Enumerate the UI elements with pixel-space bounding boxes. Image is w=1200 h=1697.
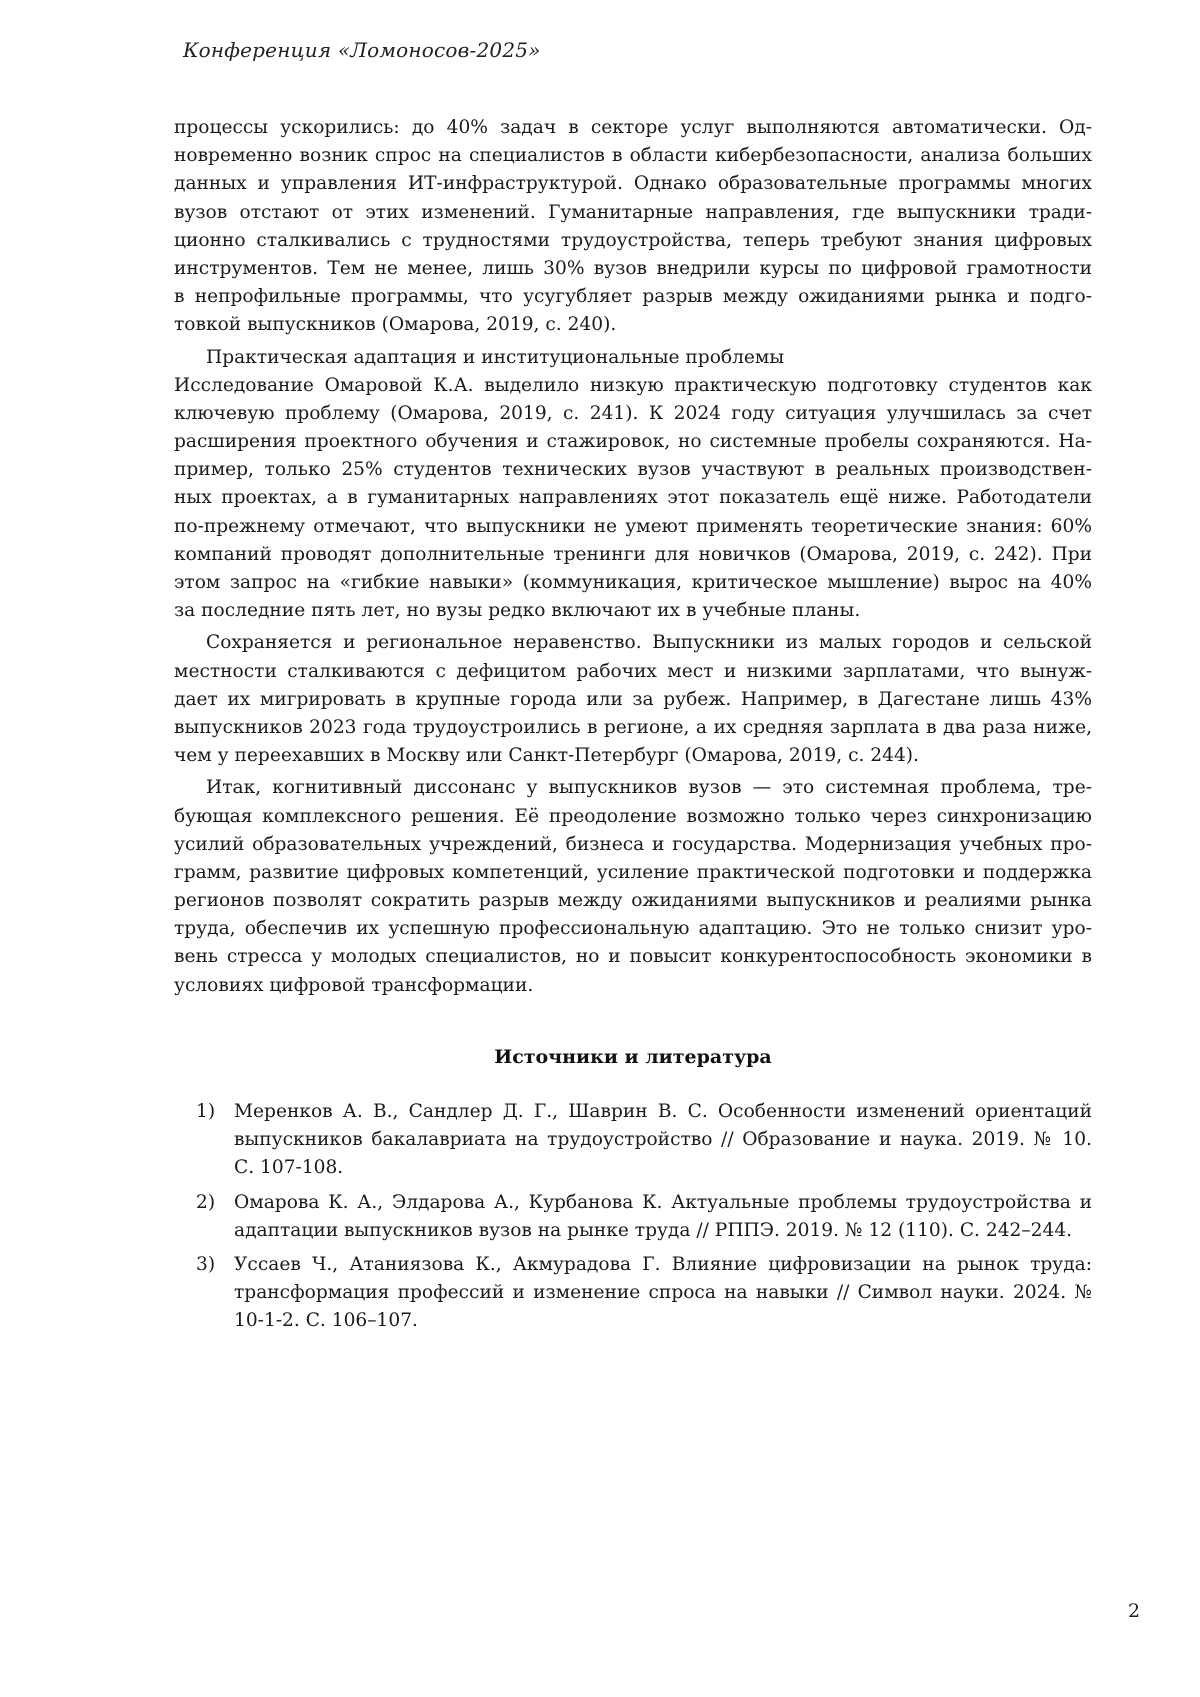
text-line: по-прежнему отмечают, что выпускники не умеют применять теоретические знания: 60% (174, 515, 1092, 537)
section-subheading (174, 344, 1092, 372)
reference-text (234, 1098, 1092, 1183)
text-line: расширения проектного обучения и стажировок, но системные пробелы сохраняются. На- (174, 431, 1092, 453)
text-line: ключевую проблему (Омарова, 2019, с. 241). К 2024 году ситуация улучшилась за счет (174, 402, 1092, 424)
text-line: трансформация профессий и изменение спроса на навыки // Символ науки. 2024. № (234, 1282, 1092, 1304)
text-line: Итак, когнитивный диссонанс у выпускников вузов — это системная проблема, тре- (206, 777, 1092, 799)
text-line: чем у переехавших в Москву или Санкт-Петербург (Омарова, 2019, с. 244). (174, 745, 919, 767)
text-line: труда, обеспечив их успешную профессиональную адаптацию. Это не только снизит уро- (174, 918, 1092, 940)
paragraph (174, 372, 1092, 626)
text-line: в непрофильные программы, что усугубляет разрыв между ожиданиями рынка и подго- (174, 286, 1092, 308)
references-heading: Источники и литература (494, 1046, 772, 1068)
paragraph (174, 629, 1092, 770)
text-line: ционно сталкивались с трудностями трудоустройства, теперь требуют знания цифровых (174, 229, 1092, 251)
text-line: дает их мигрировать в крупные города или за рубеж. Например, в Дагестане лишь 43% (174, 688, 1092, 710)
references-list (174, 1098, 1092, 1342)
page-number: 2 (1128, 1600, 1141, 1622)
text-line: данных и управления ИТ-инфраструктурой. Однако образовательные программы многих (174, 173, 1092, 195)
text-line: инструментов. Тем не менее, лишь 30% вузов внедрили курсы по цифровой грамотности (174, 257, 1092, 279)
text-line: грамм, развитие цифровых компетенций, усиление практической подготовки и поддержка (174, 861, 1092, 883)
reference-text (234, 1251, 1092, 1336)
text-line: 10-1-2. С. 106–107. (234, 1310, 418, 1332)
text-line: ных проектах, а в гуманитарных направлениях этот показатель ещё ниже. Работодатели (174, 487, 1092, 509)
text-line: за последние пять лет, но вузы редко включают их в учебные планы. (174, 600, 861, 622)
reference-number: 1) (196, 1101, 216, 1122)
text-line: С. 107-108. (234, 1157, 344, 1179)
reference-number: 3) (196, 1253, 216, 1275)
text-line: Уссаев Ч., Атаниязова К., Акмурадова Г. Влияние цифровизации на рынок труда: (234, 1253, 1092, 1275)
text-line: вузов отстают от этих изменений. Гуманитарные направления, где выпускники тради- (174, 201, 1092, 223)
text-line: вень стресса у молодых специалистов, но и повысит конкурентоспособность экономики в (174, 946, 1092, 968)
text-line: адаптации выпускников вузов на рынке труда // РППЭ. 2019. № 12 (110). С. 242–244. (234, 1219, 1073, 1241)
text-line: Практическая адаптация и институциональные проблемы (206, 346, 785, 368)
reference-number: 2) (196, 1191, 216, 1213)
reference-text (234, 1189, 1092, 1245)
paragraph (174, 114, 1092, 340)
text-line: Сохраняется и региональное неравенство. Выпускники из малых городов и сельской (206, 632, 1092, 654)
text-line: процессы ускорились: до 40% задач в секторе услуг выполняются автоматически. Од- (174, 117, 1092, 138)
text-line: пример, только 25% студентов технических вузов участвуют в реальных производствен- (174, 459, 1092, 481)
text-line: выпускников бакалавриата на трудоустройство // Образование и наука. 2019. № 10. (234, 1129, 1092, 1151)
text-line: регионов позволят сократить разрыв между ожиданиями выпускников и реалиями рынка (174, 890, 1092, 912)
running-head: Конференция «Ломоносов-2025» (183, 38, 541, 62)
text-line: новременно возник спрос на специалистов в области кибербезопасности, анализа больших (174, 145, 1092, 167)
article-body (174, 114, 1092, 1004)
text-line: товкой выпускников (Омарова, 2019, с. 240). (174, 314, 617, 336)
text-line: выпускников 2023 года трудоустроились в регионе, а их средняя зарплата в два раза ниже, (174, 716, 1092, 738)
text-line: бующая комплексного решения. Её преодоление возможно только через синхронизацию (174, 805, 1092, 827)
reference-item (174, 1251, 1092, 1336)
reference-item (174, 1098, 1092, 1183)
text-line: Исследование Омаровой К.А. выделило низкую практическую подготовку студентов как (174, 374, 1092, 396)
text-line: Омарова К. А., Элдарова А., Курбанова К. Актуальные проблемы трудоустройства и (234, 1191, 1092, 1213)
reference-item (174, 1189, 1092, 1245)
paragraph (174, 774, 1092, 1000)
text-line: местности сталкиваются с дефицитом рабочих мест и низкими зарплатами, что вынуж- (174, 660, 1092, 682)
text-line: компаний проводят дополнительные тренинги для новичков (Омарова, 2019, с. 242). При (174, 543, 1092, 565)
text-line: условиях цифровой трансформации. (174, 974, 534, 996)
text-line: этом запрос на «гибкие навыки» (коммуникация, критическое мышление) вырос на 40% (174, 572, 1092, 593)
text-line: усилий образовательных учреждений, бизнеса и государства. Модернизация учебных про- (174, 833, 1092, 855)
text-line: Меренков А. В., Сандлер Д. Г., Шаврин В. С. Особенности изменений ориентаций (234, 1101, 1092, 1122)
